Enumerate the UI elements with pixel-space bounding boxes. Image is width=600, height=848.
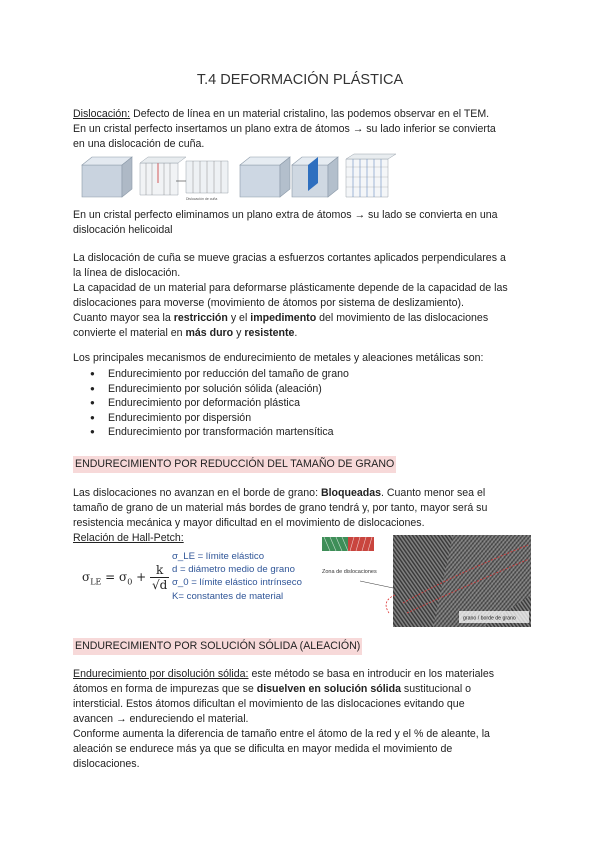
solucion-line-4: avancen → endureciendo el material.	[73, 713, 249, 725]
list-item: ● Endurecimiento por reducción del tamaño de grano	[90, 367, 349, 382]
solucion-line-1: Endurecimiento por disolución sólida: este método se basa en introducir en los materiales	[73, 668, 495, 680]
solucion-line-3: intersticial. Estos átomos dificultan el movimiento de las dislocaciones evitando que	[73, 698, 465, 710]
mas-duro-bold: más duro	[185, 327, 234, 339]
movement-line-6: convierte el material en más duro y resistente.	[73, 327, 298, 339]
solucion-line-6: aleación se endurece más ya que se dificulta en mayor medida el movimiento de	[73, 743, 453, 755]
dislocacion-definition: Defecto de línea en un material cristalino, las podemos observar en el TEM.	[130, 108, 490, 120]
tem-micrograph	[393, 535, 531, 627]
dislocacion-line-3: en una dislocación de cuña.	[73, 138, 205, 150]
grano-line-2: tamaño de grano de un material más bordes de grano tendrá y, por tanto, mayor será su	[73, 502, 488, 514]
movement-line-3: La capacidad de un material para deformarse plásticamente depende de la capacidad de las	[73, 282, 508, 294]
tem-label-left: Zona de dislocaciones	[322, 569, 377, 575]
hall-petch-formula: $\sigma_{LE} = \sigma_0$ + $\frac{k}{√d}$	[82, 563, 168, 592]
solucion-line-7: dislocaciones.	[73, 758, 140, 770]
page-title: T.4 DEFORMACIÓN PLÁSTICA	[196, 72, 404, 88]
legend-sigma-le: σ_LE = límite elástico	[172, 551, 265, 562]
edge-dislocation-figure	[78, 153, 398, 203]
solucion-line-2: átomos en forma de impurezas que se disuelven en solución sólida sustitucional o	[73, 683, 472, 695]
dislocacion-line-2: En un cristal perfecto insertamos un plano extra de átomos → su lado inferior se convierta	[73, 123, 496, 135]
disuelven-bold: disuelven en solución sólida	[256, 683, 401, 695]
section-heading-solucion: ENDURECIMIENTO POR SOLUCIÓN SÓLIDA (ALEACIÓN)	[73, 638, 362, 655]
grano-line-3: resistencia mecánica y mayor dificultad en el movimiento de dislocaciones.	[73, 517, 425, 529]
list-item: ● Endurecimiento por transformación martensítica	[90, 425, 349, 440]
tem-pointer-arc	[379, 593, 399, 615]
legend-d: d = diámetro medio de grano	[172, 564, 295, 576]
helicoidal-line-2: dislocación helicoidal	[73, 224, 173, 236]
lattice-cube-result	[346, 154, 396, 197]
resistente-bold: resistente	[244, 327, 295, 339]
movement-paragraph	[73, 251, 533, 341]
dislocacion-term: Dislocación:	[73, 108, 131, 120]
solucion-line-5: Conforme aumenta la diferencia de tamaño entre el átomo de la red y el % de aleante, la	[73, 728, 490, 740]
grain-boundary-lattice-image	[322, 537, 374, 551]
crystal-cube-inserted-plane	[292, 157, 338, 197]
restriccion-bold: restricción	[173, 312, 228, 324]
helicoidal-line-1: En un cristal perfecto eliminamos un plano extra de átomos → su lado se convierta en una	[73, 209, 498, 221]
hall-petch-heading: Relación de Hall-Petch:	[73, 532, 184, 544]
formula-legend	[172, 550, 302, 603]
perfect-crystal-cube	[82, 157, 132, 197]
tem-label-area	[320, 563, 400, 593]
dislocated-crystal-cube	[240, 157, 290, 197]
movement-line-4: dislocaciones para moverse (movimiento de átomos por sistema de deslizamiento).	[73, 297, 464, 309]
list-item: ● Endurecimiento por dispersión	[90, 411, 349, 426]
solucion-term: Endurecimiento por disolución sólida:	[73, 668, 249, 680]
list-item: ● Endurecimiento por solución sólida (aleación)	[90, 382, 349, 397]
mecanismos-list	[90, 367, 349, 440]
bloqueadas-bold: Bloqueadas	[320, 487, 381, 499]
helicoidal-paragraph	[73, 208, 533, 238]
legend-sigma-0: σ_0 = límite elástico intrínseco	[172, 577, 302, 589]
solucion-paragraph	[73, 667, 533, 772]
tem-label-bottom: grano / borde de grano	[463, 615, 516, 622]
lattice-cube-shear	[176, 161, 228, 201]
list-item: ● Endurecimiento por deformación plástica	[90, 396, 349, 411]
movement-line-5: Cuanto mayor sea la restricción y el impedimento del movimiento de las dislocaciones	[73, 312, 489, 324]
dislocacion-paragraph	[73, 107, 533, 152]
movement-line-1: La dislocación de cuña se mueve gracias a esfuerzos cortantes aplicados perpendiculares a	[73, 252, 506, 264]
movement-line-2: la línea de dislocación.	[73, 267, 181, 279]
legend-k: K= constantes de material	[172, 590, 284, 602]
impedimento-bold: impedimento	[250, 312, 317, 324]
lattice-cube-extra-plane	[140, 157, 186, 195]
section-heading-grano: ENDURECIMIENTO POR REDUCCIÓN DEL TAMAÑO DE GRANO	[73, 456, 396, 473]
grano-line-1: Las dislocaciones no avanzan en el borde de grano: Bloqueadas. Cuanto menor sea el	[73, 487, 486, 499]
figure-tiny-label: Dislocación de cuña	[186, 197, 218, 201]
mecanismos-intro: Los principales mecanismos de endurecimiento de metales y aleaciones metálicas son:	[73, 352, 484, 364]
